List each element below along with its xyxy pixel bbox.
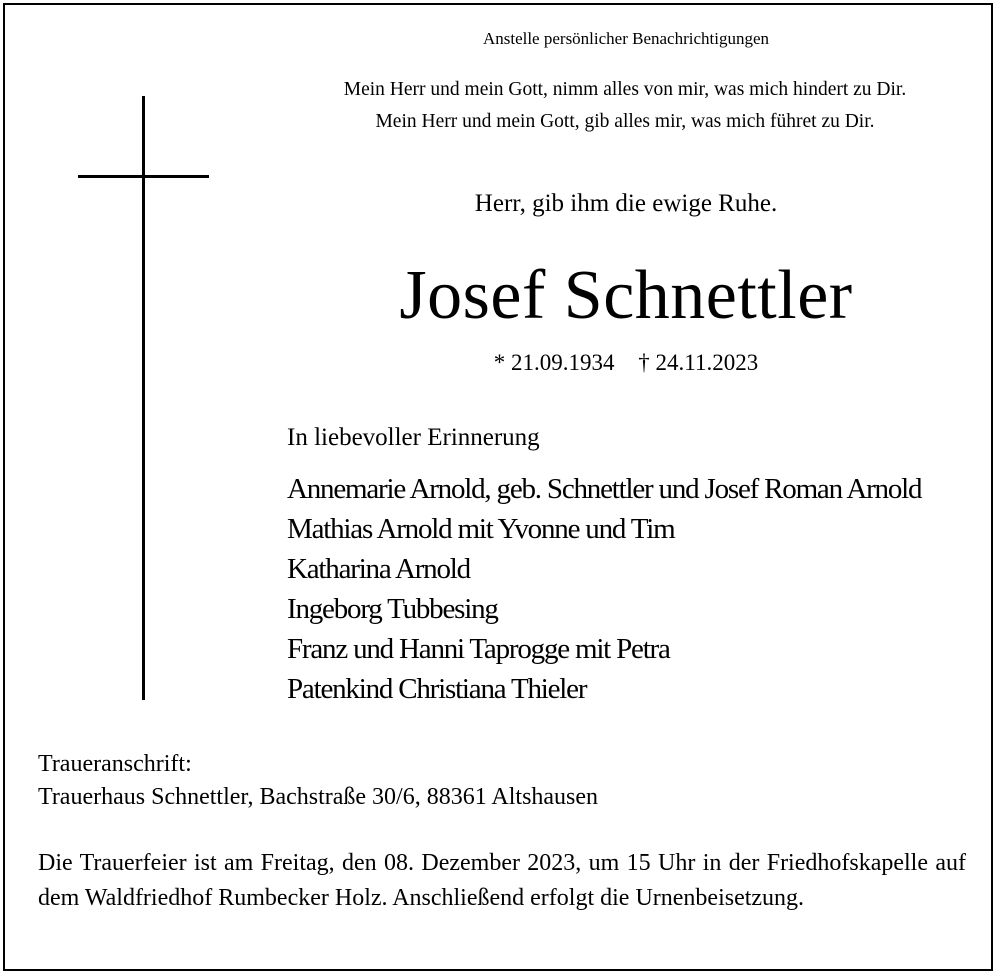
verse-line-2: Mein Herr und mein Gott, gib alles mir, was mich führet zu Dir. [375, 111, 875, 132]
life-dates [300, 350, 952, 376]
address-label: Traueranschrift: [38, 751, 192, 777]
cross-icon-crossbar [78, 175, 209, 178]
cross-icon [142, 96, 145, 700]
memory-line: In liebevoller Erinnerung [287, 424, 540, 451]
notice-text: Anstelle persönlicher Benachrichtigungen [482, 29, 770, 48]
address-value: Trauerhaus Schnettler, Bachstraße 30/6, 88361 Altshausen [38, 784, 599, 810]
mourner-item: Annemarie Arnold, geb. Schnettler und Josef Roman Arnold [287, 473, 922, 505]
mourner-item: Katharina Arnold [287, 553, 470, 585]
prayer-text: Herr, gib ihm die ewige Ruhe. [474, 190, 778, 217]
ceremony-text: Die Trauerfeier ist am Freitag, den 08. Dezember 2023, um 15 Uhr in der Friedhofskapelle auf dem Waldfriedhof Rumbecker Holz. Anschließend erfolgt die Urnenbeisetzung. [38, 850, 966, 911]
birth-date: * 21.09.1934 [493, 350, 615, 375]
death-date: † 24.11.2023 [638, 350, 759, 375]
mourner-item: Mathias Arnold mit Yvonne und Tim [287, 513, 675, 545]
deceased-name: Josef Schnettler [399, 257, 853, 334]
mourner-item: Franz und Hanni Taprogge mit Petra [287, 633, 670, 665]
mourner-item: Ingeborg Tubbesing [287, 593, 498, 625]
mourner-item: Patenkind Christiana Thieler [287, 673, 587, 705]
mourners-list [287, 469, 921, 709]
verse-line-1: Mein Herr und mein Gott, nimm alles von mir, was mich hindert zu Dir. [343, 79, 907, 100]
